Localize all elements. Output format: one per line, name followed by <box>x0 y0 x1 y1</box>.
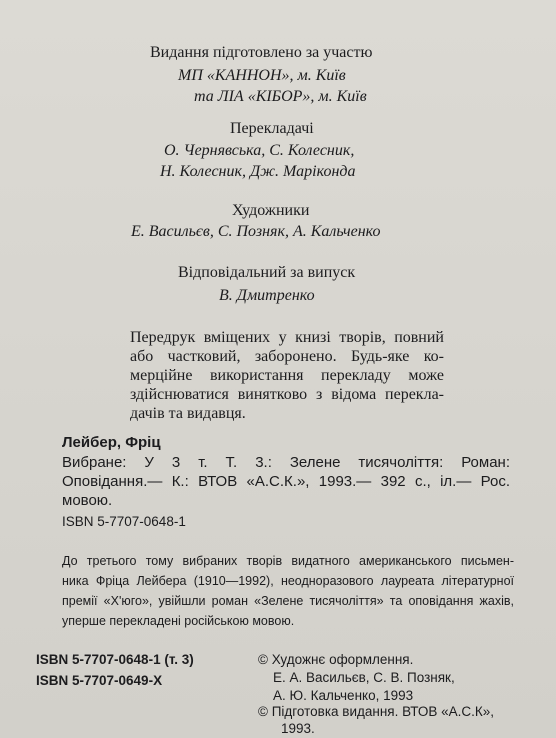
catalog-line-3: мовою. <box>62 492 113 509</box>
notice-line-1: Передрук вміщених у книзі творів, повний <box>130 329 444 346</box>
copyright-line-3: А. Ю. Кальченко, 1993 <box>273 688 414 703</box>
copyright-line-1: © Художнє оформлення. <box>258 652 414 667</box>
responsible-name: В. Дмитренко <box>219 287 315 304</box>
org-1: МП «КАННОН», м. Київ <box>178 67 346 84</box>
copyright-line-5: 1993. <box>281 721 315 736</box>
notice-line-3: мерційне використання перекладу може <box>130 367 444 384</box>
notice-line-5: дачів та видавця. <box>130 405 246 422</box>
notice-line-4: здійснюватися винятково з відома перекла- <box>130 386 444 403</box>
annotation-line-2: ника Фріца Лейбера (1910—1992), неодноразового лауреата літературної <box>62 574 514 588</box>
footer-isbn-1: ISBN 5-7707-0648-1 (т. 3) <box>36 652 194 667</box>
notice-line-2: або частковий, заборонено. Будь-яке ко- <box>130 348 444 365</box>
catalog-isbn: ISBN 5-7707-0648-1 <box>62 514 186 529</box>
artists-line: Е. Васильєв, С. Позняк, А. Кальченко <box>131 223 381 240</box>
copyright-line-2: Е. А. Васильєв, С. В. Позняк, <box>273 670 455 685</box>
annotation-line-3: премії «Х'юго», увійшли роман «Зелене тисячоліття» та оповідання жахів, <box>62 594 514 608</box>
translators-line-2: Н. Колесник, Дж. Маріконда <box>160 163 356 180</box>
org-2: та ЛІА «КІБОР», м. Київ <box>194 88 367 105</box>
catalog-author: Лейбер, Фріц <box>62 434 161 451</box>
artists-label: Художники <box>232 202 310 219</box>
translators-label: Перекладачі <box>230 120 314 137</box>
footer-isbn-2: ISBN 5-7707-0649-X <box>36 673 163 688</box>
copyright-line-4: © Підготовка видання. ВТОВ «А.С.К», <box>258 704 494 719</box>
catalog-line-1: Вибране: У 3 т. Т. 3.: Зелене тисячоліття: Роман: <box>62 454 510 471</box>
translators-line-1: О. Чернявська, С. Колесник, <box>164 142 355 159</box>
prepared-line: Видання підготовлено за участю <box>150 44 373 61</box>
catalog-line-2: Оповідання.— К.: ВТОВ «А.С.К.», 1993.— 392 с., іл.— Рос. <box>62 473 510 490</box>
responsible-label: Відповідальний за випуск <box>178 264 356 281</box>
annotation-line-4: уперше перекладені російською мовою. <box>62 614 295 628</box>
annotation-line-1: До третього тому вибраних творів видатного американського письмен- <box>62 554 514 568</box>
